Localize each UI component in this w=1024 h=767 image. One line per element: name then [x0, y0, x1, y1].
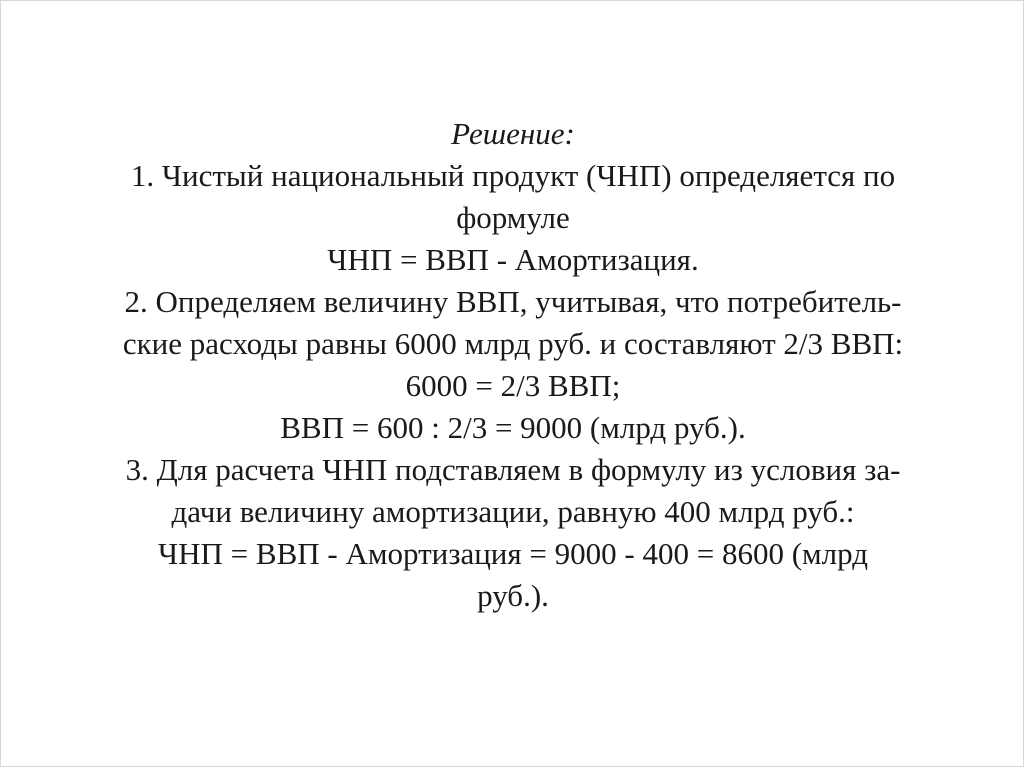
text-line: дачи величину амортизации, равную 400 млрд руб.:	[171, 494, 855, 529]
formula-line: ЧНП = ВВП - Амортизация = 9000 - 400 = 8600 (млрд	[158, 536, 868, 571]
formula-line: ВВП = 600 : 2/3 = 9000 (млрд руб.).	[280, 410, 746, 445]
text-line: 2. Определяем величину ВВП, учитывая, что потребитель-	[124, 284, 902, 319]
text-line: 3. Для расчета ЧНП подставляем в формулу из условия за-	[125, 452, 901, 487]
text-line: руб.).	[477, 578, 549, 613]
formula-line: 6000 = 2/3 ВВП;	[405, 368, 621, 403]
formula-line: ЧНП = ВВП - Амортизация.	[327, 242, 699, 277]
text-line: ские расходы равны 6000 млрд руб. и составляют 2/3 ВВП:	[122, 326, 904, 361]
text-line: формуле	[456, 200, 570, 235]
text-line: 1. Чистый национальный продукт (ЧНП) определяется по	[130, 158, 896, 193]
slide-body	[41, 113, 985, 617]
solution-heading: Решение:	[451, 116, 575, 151]
